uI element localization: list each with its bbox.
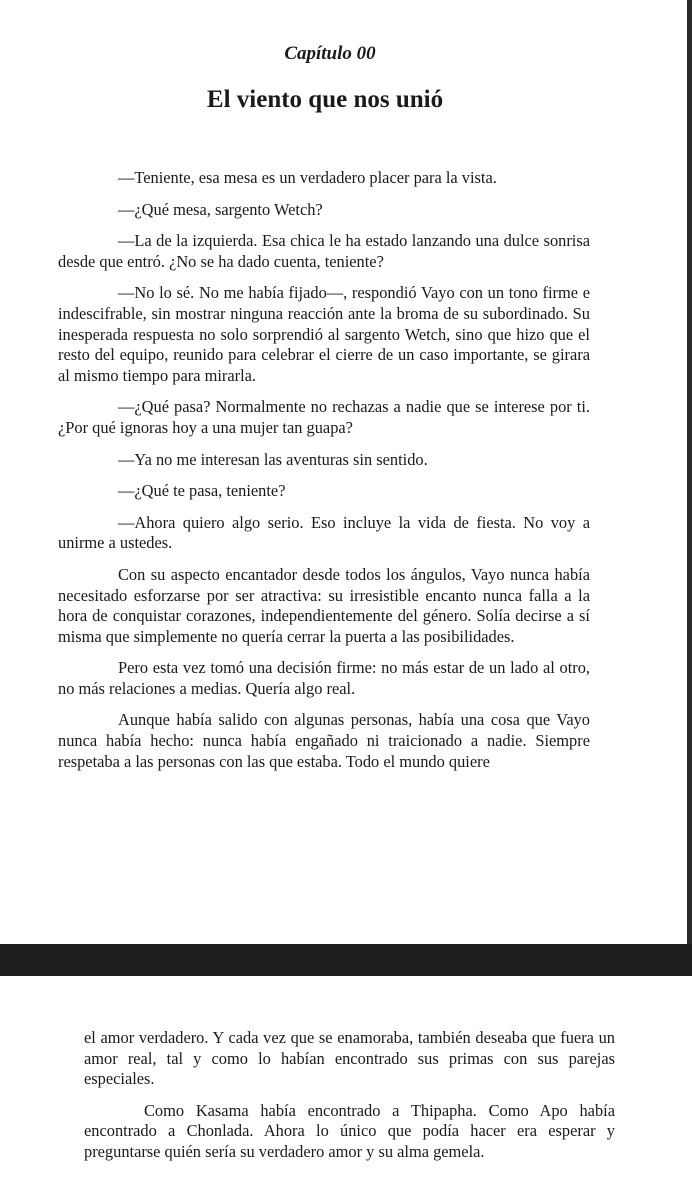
- paragraph: Aunque había salido con algunas personas, había una cosa que Vayo nunca había hecho: nunca había engañado ni traicionado a nadie. Siempre respetaba a las personas con las que estaba. Todo el mundo quiere: [58, 710, 590, 771]
- page-divider: [0, 944, 692, 976]
- paragraph: Como Kasama había encontrado a Thipapha. Como Apo había encontrado a Chonlada. Ahora lo único que podía hacer era esperar y preguntarse quién sería su verdadero amor y su alma gemela.: [84, 1100, 615, 1161]
- page-one-body: [58, 168, 590, 783]
- paragraph: —¿Qué te pasa, teniente?: [118, 481, 286, 501]
- chapter-number: Capítulo 00: [284, 43, 376, 64]
- paragraph: —¿Qué mesa, sargento Wetch?: [118, 199, 323, 219]
- page-two-body: [84, 1028, 615, 1174]
- page-edge-shadow: [687, 0, 692, 944]
- paragraph: —Ya no me interesan las aventuras sin sentido.: [118, 449, 428, 469]
- paragraph: Con su aspecto encantador desde todos los ángulos, Vayo nunca había necesitado esforzarse por ser atractiva: su irresistible encanto nunca falla a la hora de conquistar corazones, independientemente del género. Solía decirse a sí misma que simplemente no quería cerrar la puerta a las posibilidades.: [58, 564, 590, 646]
- paragraph: Pero esta vez tomó una decisión firme: no más estar de un lado al otro, no más relaciones a medias. Quería algo real.: [58, 658, 590, 698]
- paragraph: —La de la izquierda. Esa chica le ha estado lanzando una dulce sonrisa desde que entró. ¿No se ha dado cuenta, teniente?: [58, 231, 590, 271]
- page-two: [0, 976, 692, 1200]
- paragraph: —Ahora quiero algo serio. Eso incluye la vida de fiesta. No voy a unirme a ustedes.: [58, 512, 590, 553]
- paragraph: el amor verdadero. Y cada vez que se enamoraba, también deseaba que fuera un amor real, tal y como lo habían encontrado sus primas con sus parejas especiales.: [84, 1028, 615, 1089]
- paragraph: —Teniente, esa mesa es un verdadero placer para la vista.: [118, 168, 497, 187]
- paragraph: —No lo sé. No me había fijado—, respondió Vayo con un tono firme e indescifrable, sin mostrar ninguna reacción ante la broma de su subordinado. Su inesperada respuesta no solo sorprendió al sargento Wetch, sino que hizo que el resto del equipo, reunido para celebrar el cierre de un caso importante, se girara al mismo tiempo para mirarla.: [58, 283, 590, 385]
- paragraph: —¿Qué pasa? Normalmente no rechazas a nadie que se interese por ti. ¿Por qué ignoras hoy a una mujer tan guapa?: [58, 397, 590, 437]
- chapter-title: El viento que nos unió: [206, 86, 444, 113]
